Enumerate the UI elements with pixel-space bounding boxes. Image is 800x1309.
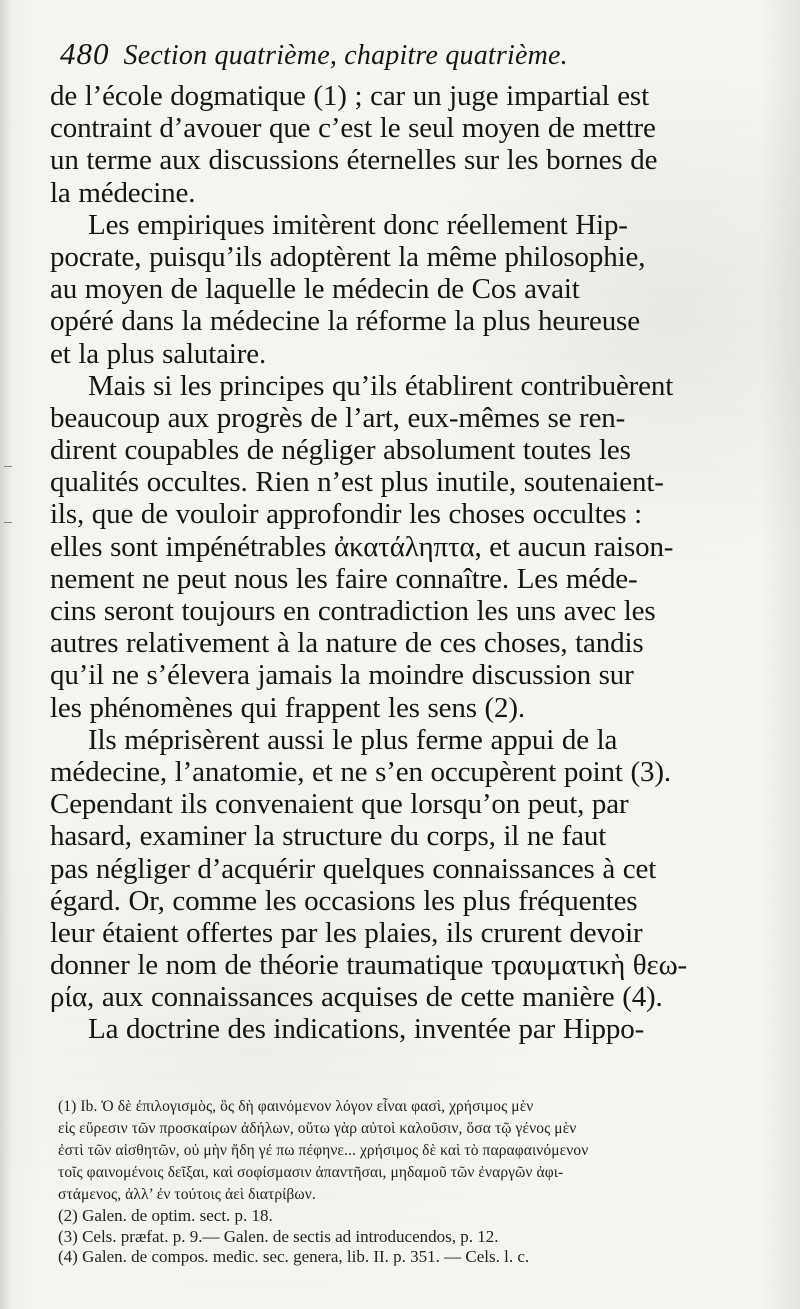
text-line: médecine, l’anatomie, et ne s’en occupèrent point (3).: [50, 755, 671, 788]
text-line: qu’il ne s’élevera jamais la moindre discussion sur: [50, 659, 634, 692]
footnote-line: τοῖς φαινομένοις δεῖξαι, καὶ σοφίσμασιν ἀπαντῆσαι, μηδαμοῦ τῶν ἐναργῶν ἀφι-: [58, 1164, 564, 1181]
footnote-line: (4) Galen. de compos. medic. sec. genera, lib. II. p. 351. — Cels. l. c.: [58, 1247, 530, 1266]
text-line: opéré dans la médecine la réforme la plus heureuse: [50, 305, 640, 338]
text-line: de l’école dogmatique (1) ; car un juge impartial est: [50, 80, 649, 112]
text-line: égard. Or, comme les occasions les plus fréquentes: [50, 884, 638, 917]
text-line: beaucoup aux progrès de l’art, eux-mêmes se ren-: [50, 401, 626, 434]
text-line: La doctrine des indications, inventée par Hippo-: [88, 1013, 645, 1046]
footnotes: [58, 1096, 768, 1268]
text-line: Cependant ils convenaient que lorsqu’on peut, par: [50, 788, 629, 821]
text-line: Les empiriques imitèrent donc réellement Hip-: [88, 208, 628, 241]
paragraph: [50, 724, 775, 1014]
text-line: les phénomènes qui frappent les sens (2).: [50, 691, 526, 724]
text-line: Mais si les principes qu’ils établirent contribuèrent: [88, 369, 674, 402]
text-line: Ils méprisèrent aussi le plus ferme appui de la: [88, 723, 618, 756]
greek-footnote: [58, 1096, 768, 1206]
text-line: pas négliger d’acquérir quelques connaissances à cet: [50, 852, 657, 885]
text-line: contraint d’avouer que c’est le seul moyen de mettre: [50, 112, 656, 145]
text-line: donner le nom de théorie traumatique τραυματικὴ θεω-: [50, 949, 688, 982]
footnote-line: (1) Ib. Ὁ δὲ ἐπιλογισμὸς, ὃς δὴ φαινόμενον λόγον εἶναι φασὶ, χρήσιμος μὲν: [58, 1098, 534, 1115]
text-line: dirent coupables de négliger absolument toutes les: [50, 434, 631, 467]
footnote-line: ἐστὶ τῶν αἰσθητῶν, οὐ μὴν ἤδη γέ πω πέφηνε... χρήσιμος δὲ καὶ τὸ παραφαινόμενον: [58, 1142, 589, 1159]
page-number: 480: [60, 36, 110, 71]
text-line: un terme aux discussions éternelles sur les bornes de: [50, 144, 658, 177]
text-line: autres relativement à la nature de ces choses, tandis: [50, 627, 644, 660]
text-line: ils, que de vouloir approfondir les choses occultes :: [50, 498, 643, 531]
paragraph: [50, 370, 775, 724]
footnote-line: (3) Cels. præfat. p. 9.— Galen. de sectis ad introducendos, p. 12.: [58, 1226, 499, 1246]
reference-footnotes: [58, 1206, 768, 1268]
page-header: [60, 36, 770, 76]
left-margin-mark: [4, 522, 12, 523]
text-line: cins seront toujours en contradiction les uns avec les: [50, 595, 656, 627]
text-line: ρία, aux connaissances acquises de cette manière (4).: [50, 981, 663, 1014]
text-line: nement ne peut nous les faire connaître. Les méde-: [50, 562, 638, 595]
text-line: et la plus salutaire.: [50, 337, 267, 370]
text-line: la médecine.: [50, 176, 196, 209]
text-line: pocrate, puisqu’ils adoptèrent la même philosophie,: [50, 240, 646, 273]
text-line: leur étaient offertes par les plaies, ils crurent devoir: [50, 916, 643, 949]
footnote-line: εἰς εὕρεσιν τῶν προσκαίρων ἀδήλων, οὕτω γὰρ αὐτοὶ καλοῦσιν, ὅσα τῷ γένος μὲν: [58, 1120, 577, 1137]
footnote-line: (2) Galen. de optim. sect. p. 18.: [58, 1206, 273, 1225]
running-head: Section quatrième, chapitre quatrième.: [123, 40, 568, 71]
text-line: au moyen de laquelle le médecin de Cos avait: [50, 273, 580, 306]
paragraph: [50, 1013, 775, 1045]
main-text: [50, 80, 775, 1046]
text-line: hasard, examiner la structure du corps, il ne faut: [50, 820, 607, 853]
text-line: qualités occultes. Rien n’est plus inutile, soutenaient-: [50, 466, 664, 499]
paragraph: [50, 209, 775, 370]
text-line: elles sont impénétrables ἀκατάληπτα, et aucun raison-: [50, 530, 674, 563]
paragraph: [50, 80, 775, 209]
footnote-line: στάμενος, ἀλλ’ ἐν τούτοις ἀεὶ διατρίβων.: [58, 1186, 316, 1203]
left-margin-mark: [4, 466, 12, 467]
